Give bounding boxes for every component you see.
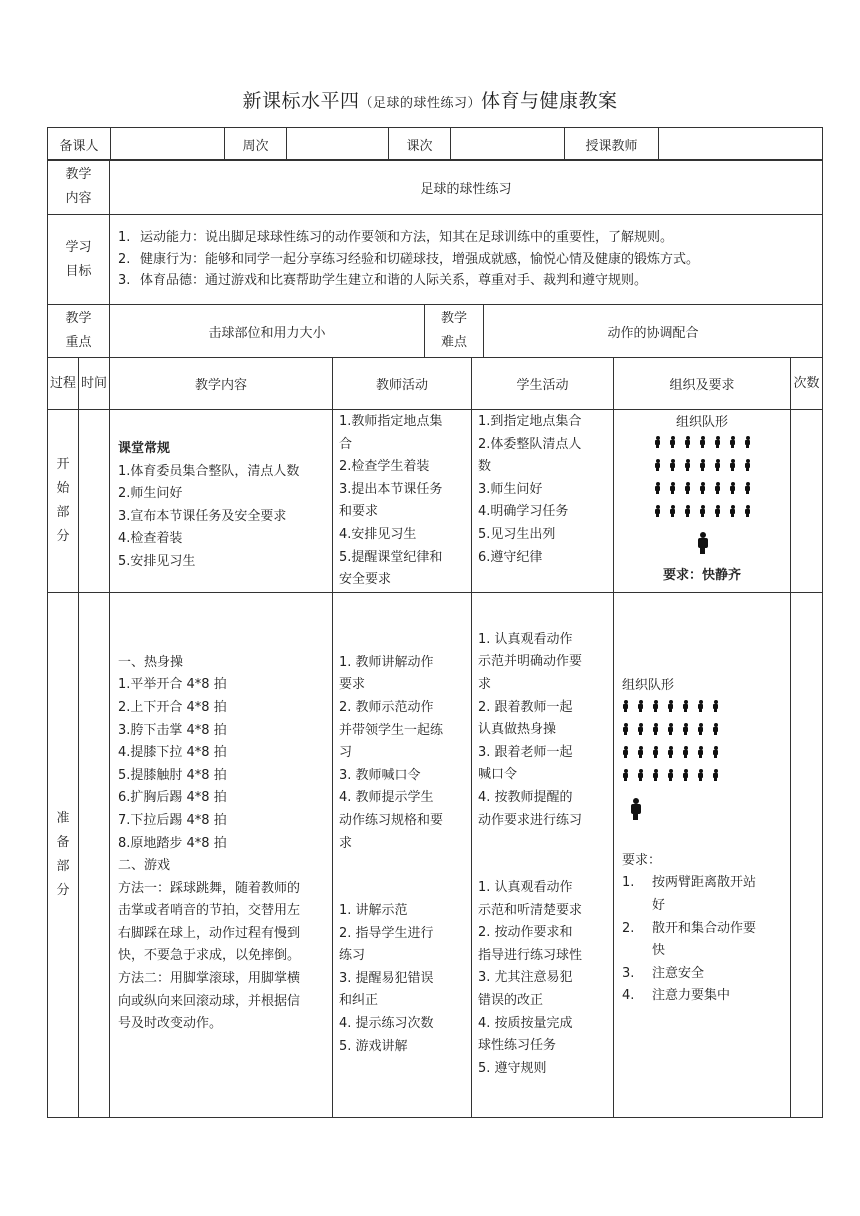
requirement-line [622, 963, 790, 986]
prep-teacher_a-line: 3. 教师喊口令 [339, 767, 421, 783]
prep-teacher-figure [622, 798, 790, 824]
goal-item [118, 249, 822, 271]
student-figure-icon [684, 459, 691, 471]
goals-label [48, 215, 110, 305]
student-figure-icon [729, 436, 736, 448]
prep-content-line: 号及时改变动作。 [118, 1016, 223, 1032]
formation-row [654, 459, 790, 482]
student-figure-icon [729, 482, 736, 494]
col-student: 学生活动 [472, 358, 614, 410]
start-student-line: 5.见习生出列 [478, 526, 556, 542]
start-org [614, 410, 791, 593]
goal-item [118, 270, 822, 292]
student-figure-icon [729, 459, 736, 471]
start-times [791, 410, 823, 593]
col-time-text: 时间 [80, 375, 107, 391]
prep-teacher_b-line: 2. 指导学生进行 [339, 925, 434, 941]
start-formation [614, 434, 790, 528]
student-figure-icon [697, 769, 704, 781]
requirement-line [622, 895, 790, 918]
student-figure-icon [714, 482, 721, 494]
student-figure-icon [682, 769, 689, 781]
content-table [47, 159, 823, 305]
prep-student_b-line: 错误的改正 [478, 993, 544, 1009]
lesson-value [451, 128, 565, 161]
prep-content-line: 方法一：踩球跳舞，随着教师的 [118, 880, 301, 896]
student-figure-icon [712, 769, 719, 781]
prep-content-line: 6.扩胸后踢 4*8 拍 [118, 790, 227, 806]
prep-org [614, 592, 791, 1117]
difficulty-label [425, 305, 484, 358]
prep-content-line: 二、游戏 [118, 858, 171, 874]
prep-teacher_a-line: 动作练习规格和要 [339, 812, 444, 828]
content-value: 足球的球性练习 [110, 160, 823, 215]
start-content-line: 4.检查着装 [118, 531, 183, 547]
prep-process [48, 592, 79, 1117]
start-teacher-figure [614, 532, 790, 558]
goals-label-text: 学习目标 [65, 239, 92, 279]
student-figure-icon [652, 723, 659, 735]
prep-teacher_a-line: 习 [339, 745, 353, 761]
prep-content-line: 一、热身操 [118, 654, 184, 670]
prep-teacher_a-line: 要求 [339, 677, 366, 693]
requirement-text: 散开和集合动作要 [652, 920, 757, 936]
prep-student_b-line: 3. 尤其注意易犯 [478, 970, 573, 986]
requirement-text: 注意安全 [652, 965, 705, 981]
title-sub: （足球的球性练习） [359, 96, 481, 111]
student-figure-icon [654, 482, 661, 494]
start-teacher-line: 4.安排见习生 [339, 526, 417, 542]
requirement-line [622, 918, 790, 941]
teacher-figure-icon [630, 798, 641, 820]
start-student-line: 6.遵守纪律 [478, 549, 543, 565]
requirement-number: 1. [622, 875, 635, 891]
prep-label: 备课人 [48, 128, 111, 161]
start-content-line: 1.体育委员集合整队，清点人数 [118, 463, 300, 479]
title-main-b: 体育与健康教案 [481, 90, 618, 112]
start-teacher-line: 1.教师指定地点集 [339, 414, 443, 429]
start-teacher [333, 410, 472, 593]
prep-time [79, 592, 110, 1117]
requirement-number: 3. [622, 965, 635, 981]
prep-content-line: 右脚踩在球上，动作过程有慢到 [118, 925, 301, 941]
prep-content-line: 4.提膝下拉 4*8 拍 [118, 745, 227, 761]
start-student-line: 2.体委整队清点人 [478, 436, 582, 452]
start-student-line: 1.到指定地点集合 [478, 414, 582, 429]
col-teacher: 教师活动 [333, 358, 472, 410]
lesson-label: 课次 [389, 128, 451, 161]
prep-teacher_b-line: 5. 游戏讲解 [339, 1038, 408, 1054]
start-process [48, 410, 79, 593]
student-figure-icon [699, 436, 706, 448]
start-teacher-line: 合 [339, 436, 353, 452]
prep-teacher_b-line: 练习 [339, 948, 366, 964]
student-figure-icon [667, 723, 674, 735]
difficulty-value: 动作的协调配合 [484, 305, 823, 358]
prep-content-line: 5.提膝触肘 4*8 拍 [118, 767, 227, 783]
requirement-number: 4. [622, 988, 635, 1004]
student-figure-icon [654, 459, 661, 471]
start-teacher-line: 安全要求 [339, 572, 392, 588]
requirement-number: 2. [622, 920, 635, 936]
start-content-line: 5.安排见习生 [118, 554, 196, 570]
prep-student_b-line: 指导进行练习球性 [478, 947, 583, 963]
start-teacher-line: 2.检查学生着装 [339, 459, 430, 475]
student-figure-icon [669, 436, 676, 448]
prep-value [111, 128, 225, 161]
goal-number: 2. [118, 251, 131, 267]
prep-content-line: 击掌或者哨音的节拍，交替用左 [118, 903, 301, 919]
prep-content-line: 2.上下开合 4*8 拍 [118, 699, 227, 715]
goal-text: 运动能力：说出脚足球球性练习的动作要领和方法，知其在足球训练中的重要性，了解规则。 [140, 230, 674, 246]
goal-item [118, 227, 822, 249]
prep-student_a-line: 示范并明确动作要 [478, 654, 583, 670]
start-content-line: 2.师生问好 [118, 486, 183, 502]
goal-number: 1. [118, 230, 131, 246]
student-figure-icon [682, 700, 689, 712]
student-figure-icon [667, 769, 674, 781]
prep-teacher_a-line: 2. 教师示范动作 [339, 699, 434, 715]
col-times [791, 358, 823, 410]
start-student-line: 3.师生问好 [478, 481, 543, 497]
prep-req-label: 要求： [622, 852, 662, 868]
teacher-label: 授课教师 [565, 128, 659, 161]
formation-row [622, 723, 790, 746]
prep-student_b-line: 4. 按质按量完成 [478, 1015, 573, 1031]
student-figure-icon [697, 723, 704, 735]
requirement-text: 好 [652, 897, 666, 913]
week-label: 周次 [225, 128, 287, 161]
student-figure-icon [697, 746, 704, 758]
student-figure-icon [699, 482, 706, 494]
focus-label-text: 教学重点 [65, 311, 92, 350]
prep-student_a-line: 喊口令 [478, 767, 518, 783]
start-student-line: 数 [478, 459, 492, 475]
student-figure-icon [637, 700, 644, 712]
start-time [79, 410, 110, 593]
start-teacher-line: 5.提醒课堂纪律和 [339, 549, 443, 565]
prep-content-line: 7.下拉后踢 4*8 拍 [118, 812, 227, 828]
prep-student_a-line: 2. 跟着教师一起 [478, 699, 573, 715]
prep-content-line: 快，不要急于求成，以免摔倒。 [118, 948, 301, 964]
prep-content [110, 592, 333, 1117]
prep-student [472, 592, 614, 1117]
prep-content-line: 8.原地踏步 4*8 拍 [118, 835, 227, 851]
formation-row [622, 746, 790, 769]
student-figure-icon [712, 746, 719, 758]
student-figure-icon [654, 436, 661, 448]
start-content-line: 3.宣布本节课任务及安全要求 [118, 508, 287, 524]
student-figure-icon [622, 769, 629, 781]
student-figure-icon [669, 482, 676, 494]
prep-student_a-line: 认真做热身操 [478, 722, 557, 738]
student-figure-icon [652, 769, 659, 781]
student-figure-icon [669, 505, 676, 517]
content-label-text: 教学内容 [65, 167, 92, 206]
student-figure-icon [669, 459, 676, 471]
student-figure-icon [684, 482, 691, 494]
student-figure-icon [622, 746, 629, 758]
teacher-value [659, 128, 823, 161]
student-figure-icon [744, 482, 751, 494]
student-figure-icon [682, 746, 689, 758]
start-org-req: 要求：快静齐 [662, 568, 741, 583]
prep-student_b-line: 1. 认真观看动作 [478, 880, 573, 896]
requirement-text: 按两臂距离散开站 [652, 875, 757, 891]
formation-row [654, 505, 790, 528]
prep-teacher_a-line: 1. 教师讲解动作 [339, 654, 434, 670]
prep-content-line: 向或纵向来回滚动球，并根据信 [118, 993, 301, 1009]
focus-value: 击球部位和用力大小 [110, 305, 425, 358]
info-table [47, 127, 823, 161]
requirement-text: 快 [652, 943, 666, 959]
student-figure-icon [652, 746, 659, 758]
prep-teacher_a-line: 求 [339, 835, 353, 851]
page-title [0, 86, 860, 113]
prep-content-line: 方法二：用脚掌滚球，用脚掌横 [118, 971, 301, 987]
student-figure-icon [744, 436, 751, 448]
prep-times [791, 592, 823, 1117]
col-time [79, 358, 110, 410]
student-figure-icon [729, 505, 736, 517]
student-figure-icon [699, 505, 706, 517]
goals-list [110, 215, 823, 305]
procedure-table [47, 357, 823, 1118]
formation-row [654, 436, 790, 459]
requirement-text: 注意力要集中 [652, 988, 731, 1004]
prep-student_a-line: 动作要求进行练习 [478, 812, 583, 828]
prep-student_a-line: 求 [478, 676, 492, 692]
goal-text: 体育品德：通过游戏和比赛帮助学生建立和谐的人际关系，尊重对手、裁判和遵守规则。 [140, 273, 648, 289]
start-student-line: 4.明确学习任务 [478, 504, 569, 520]
prep-student_b-line: 5. 遵守规则 [478, 1060, 547, 1076]
student-figure-icon [622, 723, 629, 735]
focus-label [48, 305, 110, 358]
difficulty-label-text: 教学难点 [440, 311, 467, 350]
student-figure-icon [712, 700, 719, 712]
student-figure-icon [684, 505, 691, 517]
requirement-line [622, 940, 790, 963]
student-figure-icon [682, 723, 689, 735]
prep-teacher [333, 592, 472, 1117]
col-times-text: 次数 [793, 375, 820, 391]
col-process [48, 358, 79, 410]
student-figure-icon [744, 459, 751, 471]
student-figure-icon [637, 723, 644, 735]
start-content [110, 410, 333, 593]
student-figure-icon [712, 723, 719, 735]
prep-student_a-line: 1. 认真观看动作 [478, 631, 573, 647]
start-process-text: 开始部分 [56, 456, 70, 544]
col-process-text: 过程 [49, 375, 76, 391]
student-figure-icon [637, 769, 644, 781]
prep-teacher_b-line: 和纠正 [339, 993, 379, 1009]
student-figure-icon [654, 505, 661, 517]
requirement-line [622, 985, 790, 1008]
start-org-title: 组织队形 [675, 415, 728, 430]
prep-formation [622, 697, 790, 792]
prep-teacher_b-line: 1. 讲解示范 [339, 903, 408, 919]
prep-teacher_a-line: 并带领学生一起练 [339, 722, 444, 738]
prep-student_a-line: 3. 跟着老师一起 [478, 744, 573, 760]
prep-org-title: 组织队形 [622, 677, 675, 693]
requirement-line [622, 872, 790, 895]
prep-content-line: 3.胯下击掌 4*8 拍 [118, 722, 227, 738]
student-figure-icon [652, 700, 659, 712]
student-figure-icon [744, 505, 751, 517]
start-teacher-line: 3.提出本节课任务 [339, 481, 443, 497]
content-label [48, 160, 110, 215]
student-figure-icon [714, 436, 721, 448]
start-content-head: 课堂常规 [118, 441, 171, 457]
prep-teacher_b-line: 4. 提示练习次数 [339, 1016, 434, 1032]
prep-teacher_a-line: 4. 教师提示学生 [339, 790, 434, 806]
week-value [287, 128, 389, 161]
student-figure-icon [697, 700, 704, 712]
start-student [472, 410, 614, 593]
prep-student_b-line: 示范和听清楚要求 [478, 902, 583, 918]
prep-student_b-line: 2. 按动作要求和 [478, 925, 573, 941]
prep-student_a-line: 4. 按教师提醒的 [478, 789, 573, 805]
start-teacher-line: 和要求 [339, 504, 379, 520]
student-figure-icon [699, 459, 706, 471]
student-figure-icon [667, 746, 674, 758]
goal-text: 健康行为：能够和同学一起分享练习经验和切磋球技，增强成就感，愉悦心情及健康的锻炼方式。 [140, 251, 700, 267]
student-figure-icon [637, 746, 644, 758]
student-figure-icon [622, 700, 629, 712]
student-figure-icon [714, 505, 721, 517]
col-org: 组织及要求 [614, 358, 791, 410]
student-figure-icon [684, 436, 691, 448]
prep-student_b-line: 球性练习任务 [478, 1038, 557, 1054]
goal-number: 3. [118, 273, 131, 289]
prep-content-line: 1.平举开合 4*8 拍 [118, 677, 227, 693]
focus-table [47, 304, 823, 358]
student-figure-icon [714, 459, 721, 471]
student-figure-icon [667, 700, 674, 712]
prep-teacher_b-line: 3. 提醒易犯错误 [339, 970, 434, 986]
formation-row [622, 700, 790, 723]
prep-process-text: 准备部分 [56, 810, 70, 898]
teacher-figure-icon [697, 532, 708, 554]
title-main-a: 新课标水平四 [242, 90, 360, 112]
formation-row [622, 769, 790, 792]
formation-row [654, 482, 790, 505]
col-content: 教学内容 [110, 358, 333, 410]
